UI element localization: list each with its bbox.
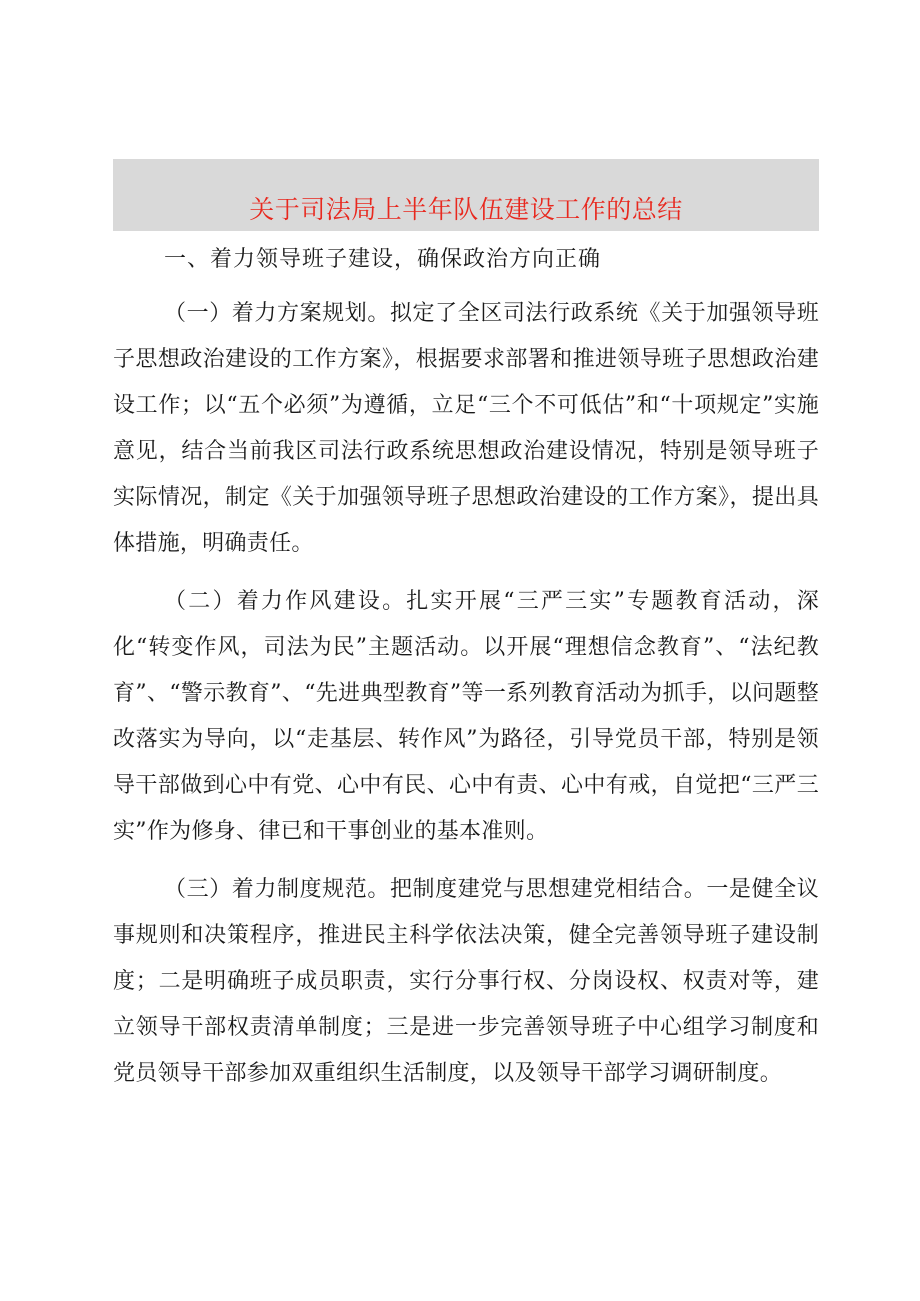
paragraph-system: （三）着力制度规范。把制度建党与思想建党相结合。一是健全议事规则和决策程序，推进民主科学依法决策，健全完善领导班子建设制度；二是明确班子成员职责，实行分事行权、分岗设权、权责对等，建立领导干部权责清单制度；三是进一步完善领导班子中心组学习制度和党员领导干部参加双重组织生活制度，以及领导干部学习调研制度。 <box>113 877 819 1086</box>
paragraph-plan: （一）着力方案规划。拟定了全区司法行政系统《关于加强领导班子思想政治建设的工作方案》，根据要求部署和推进领导班子思想政治建设工作；以“五个必须”为遵循，立足“三个不可低估”和“十项规定”实施意见，结合当前我区司法行政系统思想政治建设情况，特别是领导班子实际情况，制定《关于加强领导班子思想政治建设的工作方案》，提出具体措施，明确责任。 <box>113 301 819 556</box>
title-band <box>113 159 819 231</box>
document-title: 关于司法局上半年队伍建设工作的总结 <box>249 195 683 224</box>
document-body <box>113 237 819 1097</box>
section-heading: 一、着力领导班子建设，确保政治方向正确 <box>164 247 602 272</box>
paragraph-style: （二）着力作风建设。扎实开展“三严三实”专题教育活动，深化“转变作风，司法为民”主题活动。以开展“理想信念教育”、“法纪教育”、“警示教育”、“先进典型教育”等一系列教育活动为抓手，以问题整改落实为导向，以“走基层、转作风”为路径，引导党员干部，特别是领导干部做到心中有党、心中有民、心中有责、心中有戒，自觉把“三严三实”作为修身、律已和干事创业的基本准则。 <box>113 589 819 844</box>
